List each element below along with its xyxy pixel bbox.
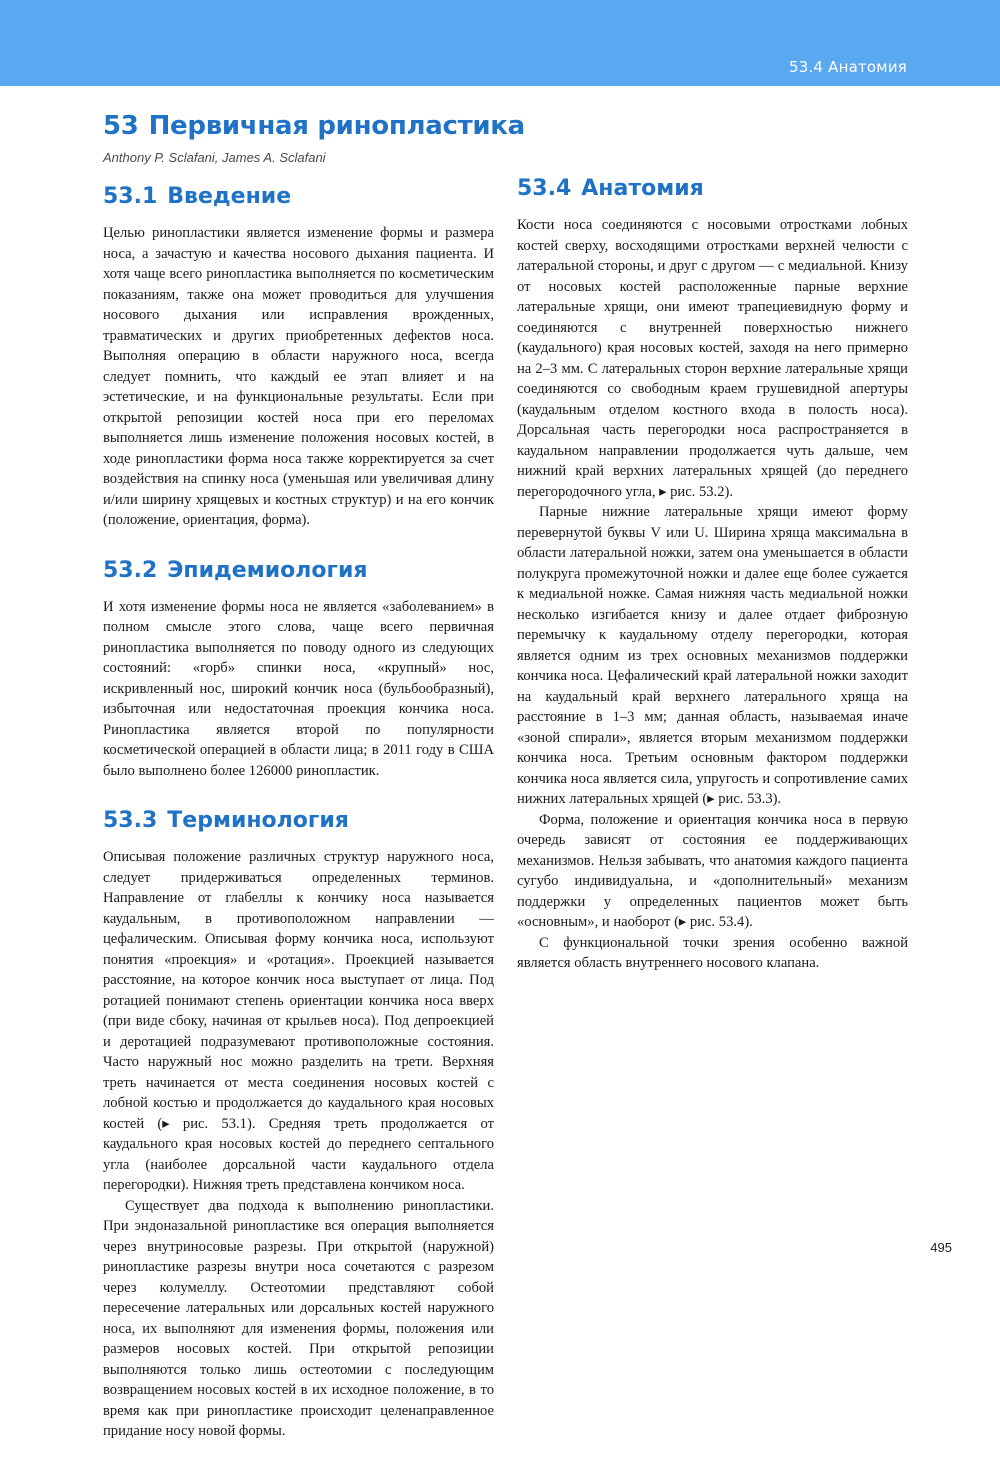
- page-number: 495: [930, 1240, 952, 1255]
- section-intro: [103, 183, 494, 531]
- section-heading: [517, 175, 908, 203]
- right-column: [517, 175, 908, 1000]
- chapter-title: [103, 108, 909, 144]
- running-header: [0, 0, 1000, 86]
- paragraph: Форма, положение и ориентация кончика носа в первую очередь зависят от состояния ее поддерживающих механизмов. Нельзя забывать, что анатомия каждого пациента сугубо индивидуальна, и «дополнительный» механизм поддержки у определенных пациентов может быть «основным», и наоборот (▸ рис. 53.4).: [517, 811, 908, 930]
- section-number: 53.2: [103, 557, 158, 583]
- section-title: Анатомия: [581, 176, 704, 201]
- chapter-authors: Anthony P. Sclafani, James A. Sclafani: [103, 150, 326, 165]
- section-title: Терминология: [167, 808, 349, 833]
- section-number: 53.1: [103, 184, 158, 209]
- section-number: 53.4: [517, 176, 572, 201]
- chapter-title-text: Первичная ринопластика: [148, 111, 525, 141]
- section-heading: [103, 183, 494, 211]
- paragraph: Целью ринопластики является изменение формы и размера носа, а зачастую и качества носового дыхания пациента. И хотя чаще всего ринопластика выполняется по косметическим показаниям, также она может проводиться для улучшения носового дыхания или исправления врожденных, травматических и других приобретенных дефектов носа. Выполняя операцию в области наружного носа, всегда следует помнить, что каждый ее этап влияет и на эстетические, и на функциональные результаты. Если при открытой репозиции костей носа при его переломах выполняется лишь изменение положения носовых костей, в ходе ринопластики форма носа также корректируется за счет воздействия на спинку носа (уменьшая или увеличивая длину и/или ширину хрящевых и костных структур) и на его кончик (положение, ориентация, форма).: [103, 225, 494, 528]
- section-heading: [103, 807, 494, 835]
- running-header-title: 53.4 Анатомия: [788, 58, 907, 76]
- paragraph: Кости носа соединяются с носовыми отростками лобных костей сверху, восходящими отростками верхней челюсти с латеральной стороны, и друг с другом — с медиальной. Книзу от носовых костей расположенные парные верхние латеральные хрящи, они имеют трапециевидную форму и соединяются с внутренней поверхностью нижнего (каудального) края носовых костей, заходя на него примерно на 2–3 мм. С латеральных сторон верхние латеральные хрящи соединяются со свободным краем грушевидной апертуры (каудальным отделом костного входа в полость носа). Дорсальная часть перегородки носа распространяется в каудальном направлении продолжается чуть дальше, чем нижний край верхних латеральных хрящей (до переднего перегородочного угла, ▸ рис. 53.2).: [517, 217, 908, 500]
- section-anatomy: [517, 175, 908, 974]
- paragraph: Существует два подхода к выполнению ринопластики. При эндоназальной ринопластике вся операция выполняется через внутриносовые разрезы. При открытой (наружной) ринопластике разрезы внутри носа сочетаются с разрезом через колумеллу. Остеотомии представляют собой пересечение латеральных или дорсальных костей наружного носа, их выполняют для изменения формы, положения или размеров носовых костей. При открытой репозиции выполняются только лишь остеотомии с последующим возвращением носовых костей в их исходное положение, в то время как при ринопластике происходит целенаправленное придание носу новой формы.: [103, 1197, 494, 1439]
- chapter-number: 53: [103, 111, 139, 141]
- section-title: Эпидемиология: [167, 557, 368, 583]
- section-number: 53.3: [103, 808, 158, 833]
- section-terminology: [103, 807, 494, 1442]
- paragraph: Описывая положение различных структур наружного носа, следует придерживаться определенных терминов. Направление от глабеллы к кончику носа называется каудальным, в противоположном направлении — цефалическим. Описывая форму кончика носа, используют понятия «проекция» и «ротация». Проекцией называется расстояние, на которое кончик носа выступает от лица. Под ротацией понимают степень ориентации кончика носа вверх (при виде сбоку, начиная от крыльев носа). Под депроекцией и деротацией подразумевают противоположные состояния. Часто наружный нос можно разделить на трети. Верхняя треть начинается от места соединения носовых костей с лобной костью и продолжается до каудального края носовых костей (▸ рис. 53.1). Средняя треть продолжается от каудального края носовых костей до переднего септального угла (наиболее дорсальной части каудального отдела перегородки). Нижняя треть представлена кончиком носа.: [103, 849, 494, 1193]
- section-title: Введение: [167, 184, 292, 209]
- paragraph: И хотя изменение формы носа не является «заболеванием» в полном смысле этого слова, чаще всего первичная ринопластика выполняется по поводу одного из следующих состояний: «горб» спинки носа, «крупный» нос, искривленный нос, широкий кончик носа (бульбообразный), избыточная или недостаточная проекция кончика носа. Ринопластика является второй по популярности косметической операцией в области лица; в 2011 году в США было выполнено более 126000 ринопластик.: [103, 598, 494, 779]
- paragraph: Парные нижние латеральные хрящи имеют форму перевернутой буквы V или U. Ширина хряща максимальна в области латеральной ножки, затем она уменьшается в области полукруга промежуточной ножки и далее еще более сужается к медиальной ножке. Самая нижняя часть медиальной ножки несколько изгибается книзу и далее отдает фиброзную перемычку к каудальному отделу перегородки, которая является одним из трех основных механизмов поддержки кончика носа. Цефалический край латеральной ножки заходит на каудальный край верхнего латерального хряща на расстояние в 1–3 мм; данная область, называемая иначе «зоной спирали», является вторым механизмом поддержки кончика носа. Третьим основным фактором поддержки кончика носа является сила, упругость и сопротивление самих нижних латеральных хрящей (▸ рис. 53.3).: [517, 504, 908, 807]
- left-column: [103, 183, 494, 1468]
- section-epidemiology: [103, 557, 494, 782]
- section-heading: [103, 557, 494, 585]
- paragraph: С функциональной точки зрения особенно важной является область внутреннего носового клапана.: [517, 934, 908, 971]
- page-content: [103, 108, 909, 1439]
